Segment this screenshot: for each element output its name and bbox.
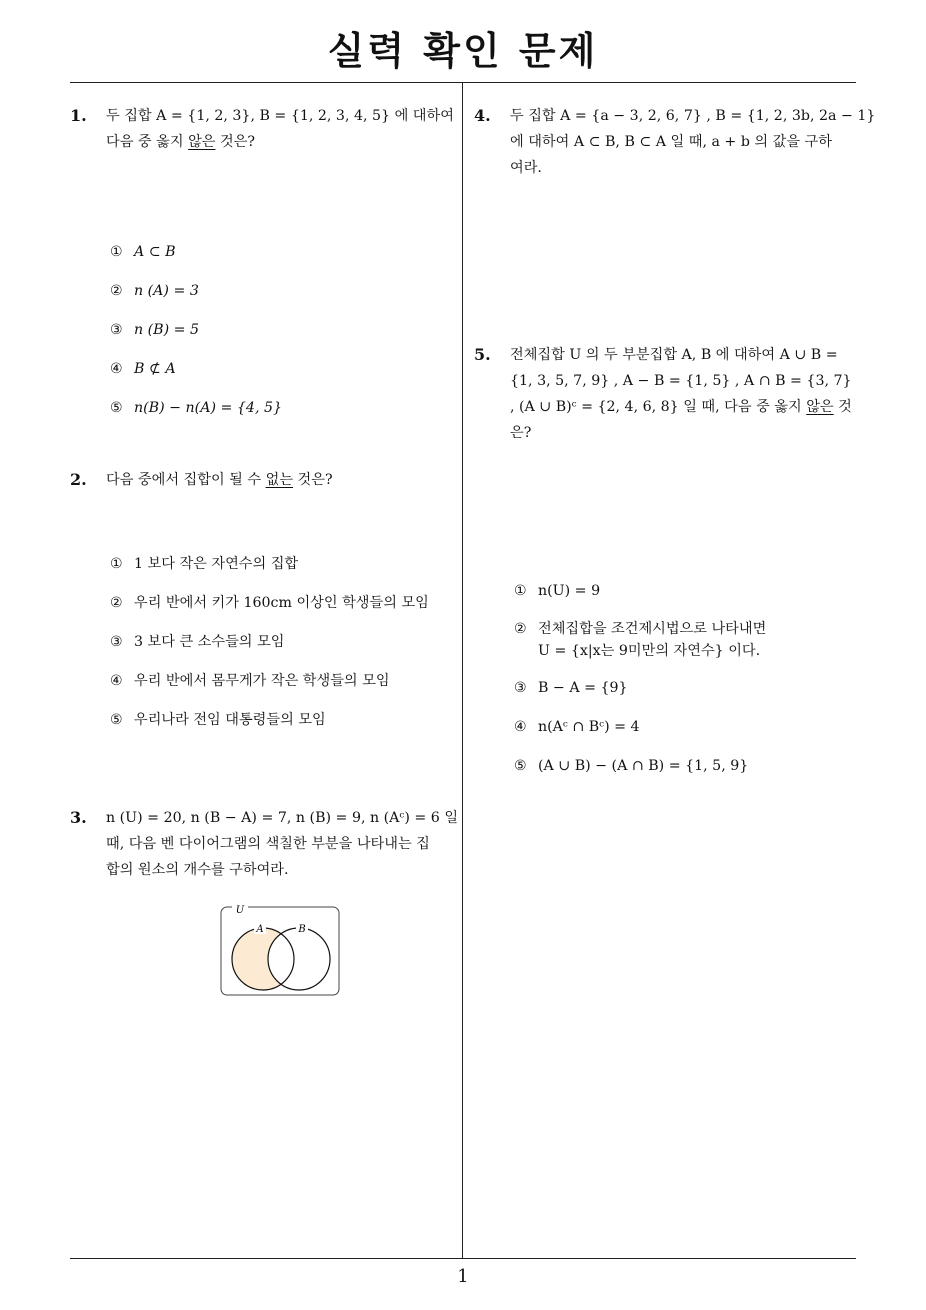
choice-text: n(B) − n(A) = {4, 5}	[134, 400, 283, 416]
choice-mark: ⑤	[110, 400, 123, 416]
choice-4	[110, 670, 390, 692]
choice-text: 1 보다 작은 자연수의 집합	[134, 556, 299, 572]
choice-3	[514, 677, 628, 699]
universe-label: U	[235, 905, 245, 916]
choice-mark: ②	[110, 595, 123, 611]
question-stem	[510, 103, 876, 181]
stem-line: 에 대하여 A ⊂ B, B ⊂ A 일 때, a + b 의 값을 구하	[510, 134, 832, 150]
question-number: 4.	[474, 106, 491, 125]
stem-text: 다음 중에서 집합이 될 수	[106, 472, 266, 488]
stem-line: 여라.	[510, 160, 542, 176]
choice-5	[110, 709, 326, 731]
stem-line: 두 집합 A = {1, 2, 3}, B = {1, 2, 3, 4, 5} 에 대하여	[106, 108, 454, 124]
choice-text: 우리 반에서 키가 160cm 이상인 학생들의 모임	[134, 595, 429, 611]
choice-mark: ④	[110, 361, 123, 377]
choice-1	[110, 241, 176, 263]
stem-line: {1, 3, 5, 7, 9} , A − B = {1, 5} , A ∩ B = {3, 7}	[510, 373, 852, 389]
question-stem	[106, 103, 455, 155]
page-number: 1	[457, 1266, 469, 1287]
choice-mark: ④	[514, 719, 527, 735]
stem-line: 전체집합 U 의 두 부분집합 A, B 에 대하여 A ∪ B =	[510, 347, 838, 363]
choice-mark: ④	[110, 673, 123, 689]
stem-line: 은?	[510, 425, 532, 441]
choice-text: 우리 반에서 몸무게가 작은 학생들의 모임	[134, 673, 390, 689]
choice-3	[110, 631, 284, 653]
choice-mark: ③	[110, 322, 123, 338]
choice-5	[514, 755, 748, 777]
stem-text: , (A ∪ B)ᶜ = {2, 4, 6, 8} 일 때, 다음 중 옳지	[510, 399, 807, 415]
choice-4	[514, 716, 640, 738]
choice-text-continued: U = {x|x는 9미만의 자연수} 이다.	[538, 643, 761, 659]
question-number: 3.	[70, 808, 87, 827]
question-2	[70, 467, 455, 728]
choice-text: B ⊄ A	[134, 361, 176, 377]
question-stem	[510, 342, 859, 446]
question-stem	[106, 467, 455, 493]
choice-text: 3 보다 큰 소수들의 모임	[134, 634, 285, 650]
venn-diagram	[220, 905, 342, 999]
question-number: 2.	[70, 470, 87, 489]
choice-text: n(U) = 9	[538, 583, 601, 599]
stem-text: 것	[833, 399, 852, 415]
choice-text: 전체집합을 조건제시법으로 나타내면	[538, 621, 767, 637]
choice-mark: ①	[514, 583, 527, 599]
question-stem	[106, 805, 459, 883]
question-1	[70, 103, 455, 416]
stem-line: 합의 원소의 개수를 구하여라.	[106, 862, 289, 878]
stem-text: 것은?	[215, 134, 256, 150]
stem-text: 다음 중 옳지	[106, 134, 189, 150]
choice-text: A ⊂ B	[134, 244, 176, 260]
choice-mark: ③	[514, 680, 527, 696]
set-a-label: A	[256, 924, 264, 935]
top-rule	[70, 82, 856, 83]
choice-mark: ⑤	[110, 712, 123, 728]
choice-mark: ①	[110, 556, 123, 572]
bottom-rule	[70, 1258, 856, 1259]
choice-2	[514, 618, 766, 662]
choice-text: B − A = {9}	[538, 680, 628, 696]
choice-1	[110, 553, 298, 575]
stem-line	[510, 394, 859, 420]
page-title: 실력 확인 문제	[327, 29, 599, 73]
column-divider	[462, 82, 463, 1258]
choice-text: n (B) = 5	[134, 322, 200, 338]
choice-mark: ①	[110, 244, 123, 260]
choice-mark: ②	[514, 621, 527, 637]
stem-line	[106, 129, 455, 155]
question-number: 5.	[474, 345, 491, 364]
question-3	[70, 805, 459, 935]
stem-line: n (U) = 20, n (B − A) = 7, n (B) = 9, n (Aᶜ) = 6 일	[106, 810, 459, 826]
choice-1	[514, 580, 600, 602]
choice-2	[110, 592, 429, 614]
question-number: 1.	[70, 106, 87, 125]
choice-text: (A ∪ B) − (A ∩ B) = {1, 5, 9}	[538, 758, 749, 774]
set-b-label: B	[298, 924, 306, 935]
choice-2	[110, 280, 199, 302]
question-5	[474, 342, 859, 774]
choice-3	[110, 319, 199, 341]
stem-line: 두 집합 A = {a − 3, 2, 6, 7} , B = {1, 2, 3b, 2a − 1}	[510, 108, 876, 124]
stem-text: 것은?	[293, 472, 333, 488]
choice-5	[110, 397, 282, 419]
choice-4	[110, 358, 176, 380]
emphasis-underline: 않은	[188, 134, 216, 150]
choice-text: 우리나라 전임 대통령들의 모임	[134, 712, 326, 728]
emphasis-underline: 없는	[265, 472, 294, 488]
stem-line	[106, 467, 455, 493]
choice-text: n(Aᶜ ∩ Bᶜ) = 4	[538, 719, 640, 735]
choice-mark: ②	[110, 283, 123, 299]
stem-line: 때, 다음 벤 다이어그램의 색칠한 부분을 나타내는 집	[106, 836, 430, 852]
question-4	[474, 103, 876, 181]
emphasis-underline: 않은	[806, 399, 834, 415]
choice-mark: ⑤	[514, 758, 527, 774]
choice-mark: ③	[110, 634, 123, 650]
choice-text: n (A) = 3	[134, 283, 199, 299]
